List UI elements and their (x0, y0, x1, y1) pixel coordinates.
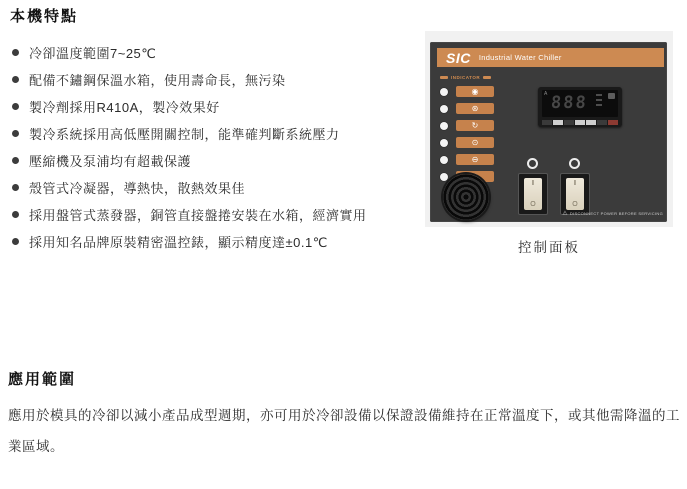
indicator-block (440, 75, 500, 182)
rocker-switch-1 (518, 173, 548, 215)
panel-header-title: Industrial Water Chiller (478, 53, 562, 62)
features-list (10, 39, 420, 255)
switch-marker-icon (527, 158, 538, 169)
feature-text: 冷卻溫度範圍7~25℃ (29, 46, 157, 61)
indicator-dash-icon (440, 76, 448, 79)
rocker (566, 178, 584, 210)
feature-item (10, 147, 420, 174)
indicator-label-row (440, 75, 500, 80)
led-indicator (440, 122, 448, 130)
indicator-row (440, 120, 500, 131)
feature-text: 配備不鏽鋼保溫水箱，使用壽命長，無污染 (29, 73, 286, 88)
seven-segment-digits: 888 (550, 93, 589, 113)
bullet-icon (12, 103, 19, 110)
indicator-label: INDICATOR (451, 75, 481, 80)
feature-item (10, 228, 420, 255)
feature-item (10, 174, 420, 201)
feature-text: 製冷系統採用高低壓開關控制，能準確判斷系統壓力 (29, 127, 340, 142)
panel-header (437, 48, 664, 67)
indicator-button (456, 137, 494, 148)
cooling-icon: ⊙ (471, 137, 479, 147)
application-section (8, 368, 680, 462)
indicator-dash-icon (483, 76, 491, 79)
warning-icon: ⚠ (562, 211, 568, 217)
feature-item (10, 93, 420, 120)
feature-text: 殼管式冷凝器，導熱快，散熱效果佳 (29, 181, 246, 196)
bullet-icon (12, 49, 19, 56)
led-indicator (440, 156, 448, 164)
feature-text: 製冷劑採用R410A，製冷效果好 (29, 100, 220, 115)
rocker (524, 178, 542, 210)
fan-grille (443, 174, 489, 220)
display-screen (542, 90, 618, 117)
display-button-strip (542, 120, 618, 125)
application-body: 應用於模具的冷卻以減小產品成型週期，亦可用於冷卻設備以保證設備維持在正常溫度下，或其他需降溫的工業區域。 (8, 408, 680, 454)
led-indicator (440, 88, 448, 96)
rocker-switch-2 (560, 173, 590, 215)
switch-on-label: I (574, 180, 576, 187)
indicator-row (440, 86, 500, 97)
indicator-button (456, 120, 494, 131)
feature-text: 採用知名品牌原裝精密溫控錶，顯示精度達±0.1℃ (29, 235, 328, 250)
indicator-button (456, 86, 494, 97)
pump-icon: ↻ (471, 120, 479, 130)
warning-text (562, 210, 663, 217)
fan-icon: ⊛ (471, 103, 479, 113)
panel-caption: 控制面板 (518, 240, 580, 255)
feature-item (10, 66, 420, 93)
bullet-icon (12, 157, 19, 164)
set-hand-icon (608, 93, 615, 99)
indicator-row (440, 154, 500, 165)
indicator-row (440, 137, 500, 148)
features-section-title: 本機特點 (10, 8, 79, 25)
display-corner-label: A (544, 91, 548, 97)
feature-item (10, 39, 420, 66)
bullet-icon (12, 76, 19, 83)
led-indicator (440, 173, 448, 181)
temperature-controller-display (538, 87, 622, 127)
control-panel (430, 42, 667, 222)
bullet-icon (12, 130, 19, 137)
bullet-icon (12, 211, 19, 218)
bullet-icon (12, 184, 19, 191)
compressor-icon: ◉ (471, 86, 479, 96)
switch-on-label: I (532, 180, 534, 187)
led-indicator (440, 105, 448, 113)
photo-background (425, 31, 673, 227)
led-indicator (440, 139, 448, 147)
sic-logo: SIC (446, 49, 471, 66)
indicator-button (456, 103, 494, 114)
feature-item (10, 201, 420, 228)
indicator-button (456, 154, 494, 165)
feature-text: 採用盤管式蒸發器，銅管直接盤捲安裝在水箱，經濟實用 (29, 208, 367, 223)
switch-off-label: O (530, 201, 536, 208)
bullet-icon (12, 238, 19, 245)
control-panel-photo (425, 31, 673, 256)
switch-off-label: O (572, 201, 578, 208)
water-level-icon: ⊖ (471, 154, 479, 164)
warning-label: DISCONNECT POWER BEFORE SERVICING (569, 211, 663, 216)
application-section-title: 應用範圍 (8, 371, 77, 388)
feature-text: 壓縮機及泵浦均有超載保護 (29, 154, 192, 169)
display-status-flags (596, 94, 602, 106)
switch-marker-icon (569, 158, 580, 169)
indicator-row (440, 103, 500, 114)
feature-item (10, 120, 420, 147)
